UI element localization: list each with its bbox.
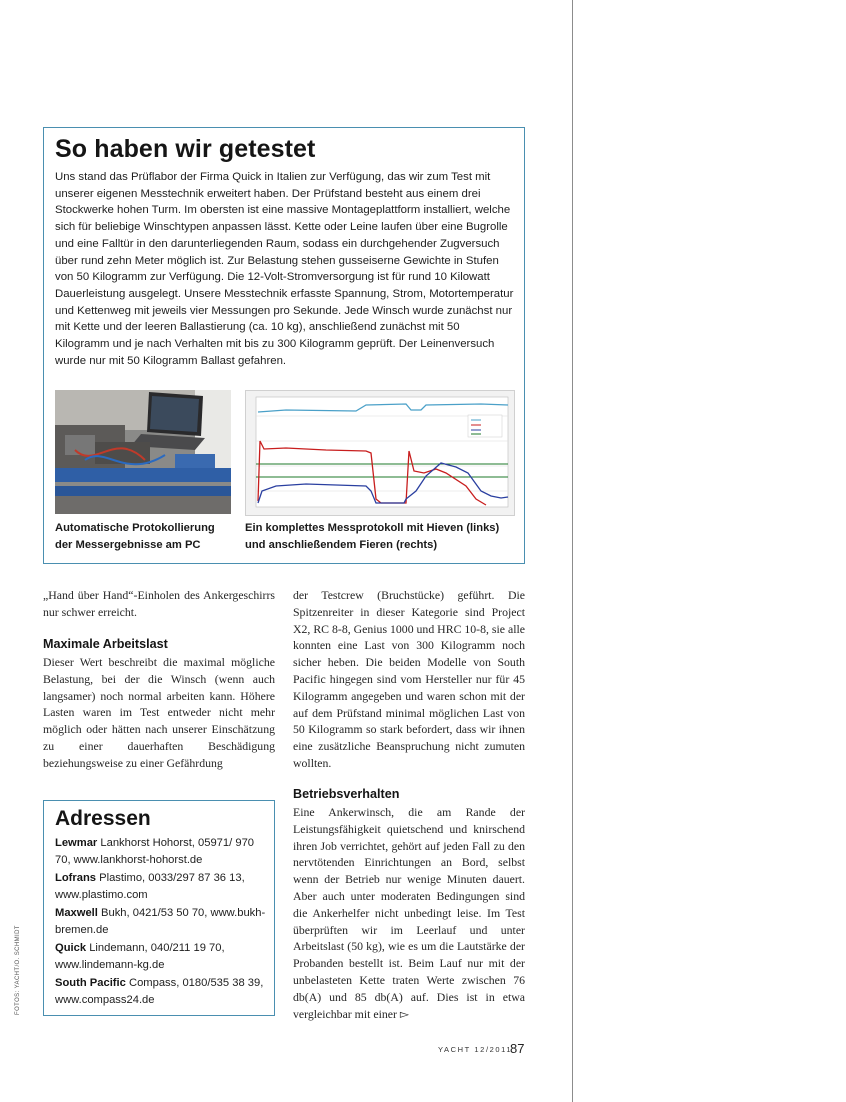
measurement-protocol-chart bbox=[245, 390, 515, 516]
address-name: Lofrans bbox=[55, 872, 97, 884]
col2-paragraph-1: der Testcrew (Bruchstücke) geführt. Die Spitzenreiter in dieser Kategorie sind Project X2, RC 8-8, Genius 1000 und HRC 10-8, sie alle konnten eine Last von 300 Kilogramm noch sicher heben. Die beiden Modelle von South Pacific hingegen sind vom Hersteller nur für 45 Kilogramm angegeben und waren schon mit der auf dem Prüfstand minimal möglichen Last von 50 Kilogramm so stark befordert, dass wir ihnen eine zusätzliche Beanspruchung nicht zumuten wollten. bbox=[293, 588, 525, 770]
page-gutter-line bbox=[572, 0, 573, 1102]
heading-betriebsverhalten: Betriebsverhalten bbox=[293, 787, 400, 801]
address-name: Lewmar bbox=[55, 837, 98, 849]
address-details: Compass, 0180/535 38 39, www.compass24.de bbox=[55, 977, 264, 1006]
lab-photo-illustration bbox=[55, 390, 231, 514]
address-name: Maxwell bbox=[55, 907, 98, 919]
address-name: Quick bbox=[55, 942, 87, 954]
addresses-list bbox=[55, 835, 270, 1010]
address-details: Plastimo, 0033/297 87 36 13, www.plastimo.com bbox=[55, 872, 245, 901]
photo-credit: FOTOS: YACHT/O. SCHMIDT bbox=[15, 925, 21, 1015]
addresses-box bbox=[43, 800, 275, 1016]
photo-caption: Automatische Protokollierung der Messergebnisse am PC bbox=[55, 522, 215, 551]
address-name: South Pacific bbox=[55, 977, 126, 989]
address-entry bbox=[55, 905, 270, 939]
col2-paragraph-2 bbox=[293, 804, 525, 1022]
col2-paragraph-2-text: Eine Ankerwinsch, die am Rande der Leistungsfähigkeit quietschend und knirschend ihren Job verrichtet, gehört auf jeden Fall zu den nervtötenden Einrichtungen an Bord, selbst wenn der Betrieb nur wenige Minuten dauert. Aber auch unter moderaten Bedingungen sind die Ankerhelfer nicht unbedingt leise. Im Test überprüften wir im Leerlauf und unter Arbeitslast (50 kg), wie es um die Lautstärke der Probanden bestellt ist. Beim Lauf nur mit der unbelasteten Kette traten Werte zwischen 76 db(A) und 85 db(A) auf. Dies ist in etwa vergleichbar mit einer bbox=[293, 805, 525, 1021]
address-details: Lindemann, 040/211 19 70, www.lindemann-kg.de bbox=[55, 942, 225, 971]
addresses-title: Adressen bbox=[55, 807, 151, 830]
footer-magazine: YACHT 12/2011 bbox=[438, 1045, 513, 1054]
test-box-title: So haben wir getestet bbox=[55, 135, 316, 163]
address-details: Bukh, 0421/53 50 70, www.bukh-bremen.de bbox=[55, 907, 266, 936]
address-entry bbox=[55, 835, 270, 869]
test-box-intro: Uns stand das Prüflabor der Firma Quick in Italien zur Verfügung, das wir zum Test mit unserer eigenen Messtechnik erweitert haben. Der Prüfstand besteht aus einem drei Stockwerke hohen Turm. Im obersten ist eine massive Montageplattform installiert, welche sich für beliebige Winschtypen anpassen lässt. Kette oder Leine laufen über eine Bugrolle und eine Falltür in den darunterliegenden Raum, sodass ein durchgehender Zugversuch über rund zehn Meter möglich ist. Zur Belastung stehen gusseiserne Gewichte in Stufen von 50 Kilogramm zur Verfügung. Die 12-Volt-Stromversorgung ist für rund 10 Kilowatt Dauerleistung ausgelegt. Unsere Messtechnik erfasste Spannung, Strom, Motortemperatur und Kettenweg mit jeweils vier Messungen pro Sekunde. Jede Winsch wurde zunächst nur mit Kette und der leeren Ballastierung (ca. 10 kg), anschließend zunächst mit 50 Kilogramm und je nach Verhalten mit bis zu 300 Kilogramm geprüft. Der Leinenversuch wurde nur mit 50 Kilogramm Ballast gefahren. bbox=[55, 171, 514, 367]
chart-caption: Ein komplettes Messprotokoll mit Hieven (links) und anschließendem Fieren (rechts) bbox=[245, 522, 500, 551]
lab-photo bbox=[55, 390, 231, 514]
page-number: 87 bbox=[510, 1041, 525, 1056]
heading-maximale-arbeitslast: Maximale Arbeitslast bbox=[43, 637, 168, 651]
col1-paragraph-2: Dieser Wert beschreibt die maximal mögliche Belastung, bei der die Winsch (wenn auch langsamer) noch normal arbeiten kann. Höhere Lasten waren im Test entweder nicht mehr möglich oder hätten nach unserer Einschätzung zu einer dauerhaften Beschädigung beziehungsweise zu einer Gefährdung bbox=[43, 655, 275, 770]
col1-paragraph-1: „Hand über Hand“-Einholen des Ankergeschirrs nur schwer erreicht. bbox=[43, 588, 275, 619]
address-entry bbox=[55, 870, 270, 904]
address-entry bbox=[55, 940, 270, 974]
chart-svg bbox=[246, 391, 514, 515]
test-method-box bbox=[43, 127, 525, 564]
address-entry bbox=[55, 975, 270, 1009]
continue-arrow-icon: ▻ bbox=[399, 1006, 409, 1021]
address-details: Lankhorst Hohorst, 05971/ 970 70, www.lankhorst-hohorst.de bbox=[55, 837, 255, 866]
